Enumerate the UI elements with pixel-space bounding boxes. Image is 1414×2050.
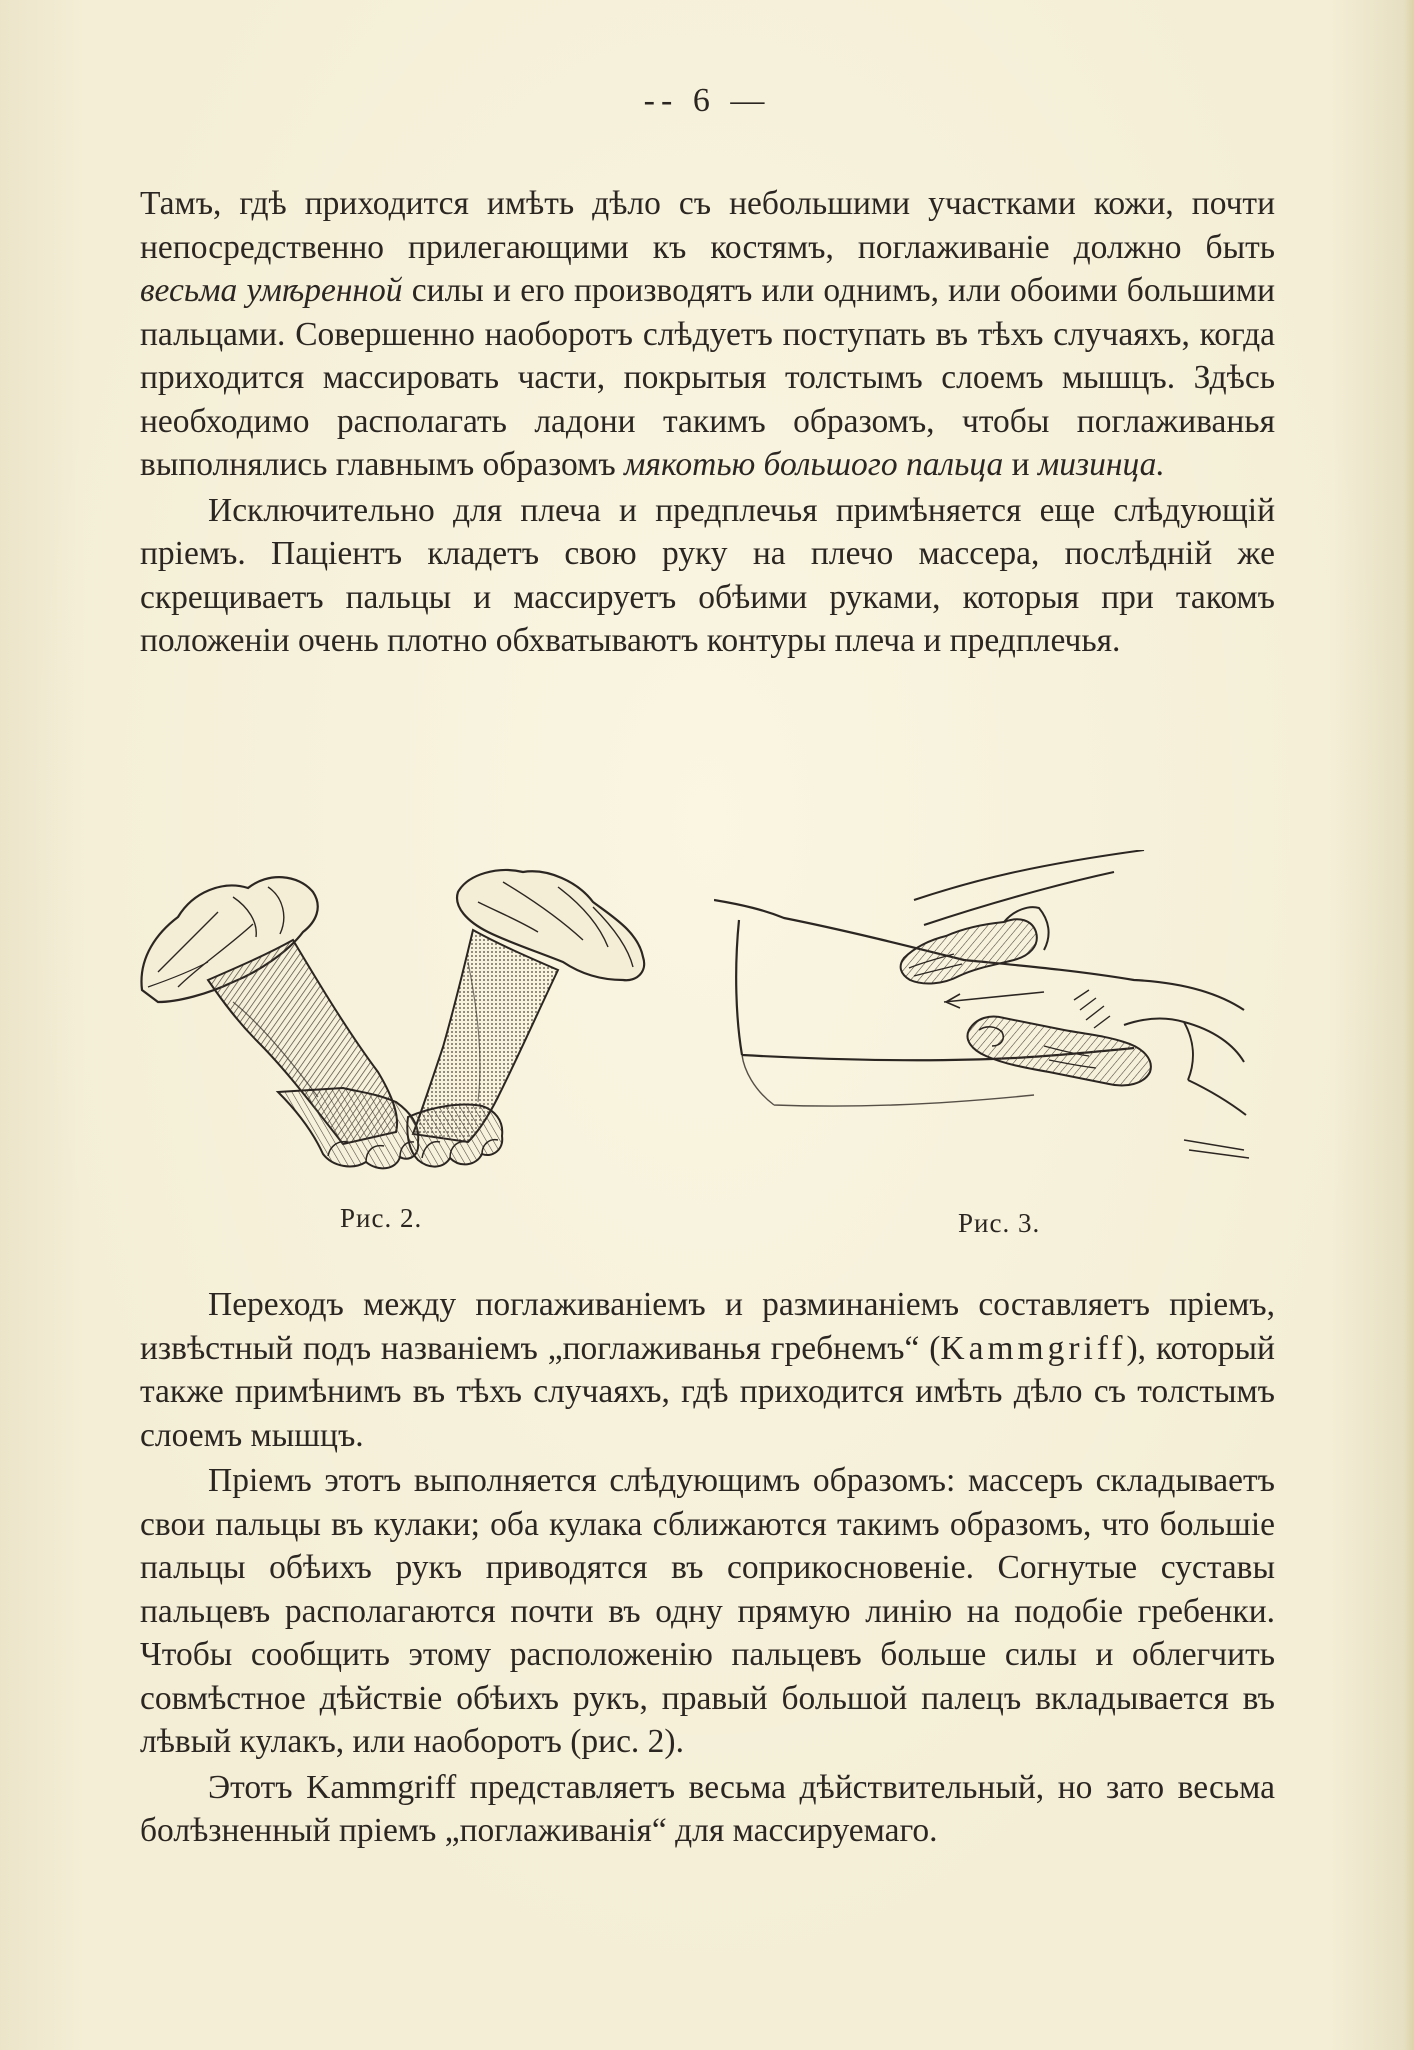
- paragraph-4: [140, 1459, 1275, 1764]
- paragraph-3: [140, 1283, 1275, 1457]
- italic-run: весьма умѣренной: [140, 272, 403, 309]
- page-number: -- 6 —: [643, 82, 771, 119]
- text-block-top: [140, 182, 1275, 663]
- italic-run: мизинца.: [1037, 446, 1165, 483]
- text-run: ), который также примѣнимъ въ тѣхъ случаяхъ, гдѣ приходится имѣть дѣло съ толстымъ слоемъ мышцъ.: [140, 1329, 1275, 1454]
- text-run: и: [1003, 446, 1038, 483]
- spaced-run: Kammgriff: [940, 1329, 1127, 1367]
- text-run: силы и его производятъ или однимъ, или обоими большими пальцами. Совершенно наоборотъ слѣдуетъ поступать въ тѣхъ случаяхъ, когда приходится массировать части, покрытыя толстымъ слоемъ мышцъ. Здѣсь необходимо располагать ладони такимъ образомъ, чтобы поглаживанья выполнялись главнымъ образомъ: [140, 272, 1275, 483]
- paragraph-1: [140, 182, 1275, 487]
- italic-run: мякотью большого пальца: [624, 446, 1004, 483]
- text-run: Тамъ, гдѣ приходится имѣть дѣло съ небольшими участками кожи, почти непосредственно прилегающими къ костямъ, поглаживаніе должно быть: [140, 185, 1275, 266]
- paragraph-5: [140, 1766, 1275, 1853]
- text-run: Переходъ между поглаживаніемъ и разминаніемъ составляетъ пріемъ, извѣстный подъ названіемъ „поглаживанья гребнемъ“ (: [140, 1286, 1275, 1367]
- figure-3-illustration: [714, 850, 1254, 1180]
- paragraph-2: [140, 489, 1275, 663]
- page-edge: [1404, 0, 1414, 2050]
- text-block-bottom: [140, 1283, 1275, 1853]
- text-run: Пріемъ этотъ выполняется слѣдующимъ образомъ: массеръ складываетъ свои пальцы въ кулаки; оба кулака сближаются такимъ образомъ, что большіе пальцы обѣихъ рукъ приводятся въ соприкосновеніе. Согнутые суставы пальцевъ располагаются почти въ одну прямую линію на подобіе гребенки. Чтобы сообщить этому расположенію пальцевъ больше силы и облегчить совмѣстное дѣйствіе обѣихъ рукъ, правый большой палецъ вкладывается въ лѣвый кулакъ, или наоборотъ (рис. 2).: [140, 1462, 1275, 1760]
- figure-2-caption: Рис. 2.: [340, 1203, 423, 1233]
- text-run: Исключительно для плеча и предплечья примѣняется еще слѣдующій пріемъ. Паціентъ кладетъ свою руку на плечо массера, послѣдній же скрещиваетъ пальцы и массируетъ обѣими руками, которыя при такомъ положеніи очень плотно обхватываютъ контуры плеча и предплечья.: [140, 491, 1275, 659]
- figure-2-illustration: [138, 862, 666, 1182]
- text-run: Этотъ Kammgriff представляетъ весьма дѣйствительный, но зато весьма болѣзненный пріемъ „поглаживанія“ для массируемаго.: [140, 1768, 1275, 1849]
- figure-3-caption: Рис. 3.: [958, 1208, 1041, 1238]
